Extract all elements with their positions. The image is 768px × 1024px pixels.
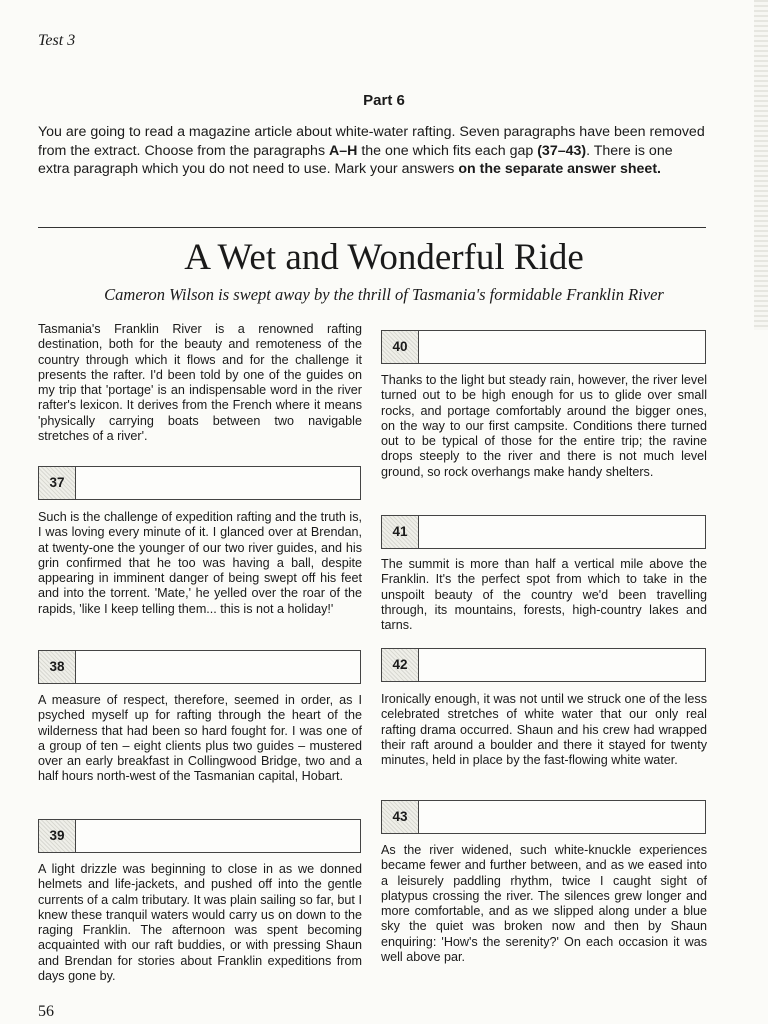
article-paragraph-5: Thanks to the light but steady rain, however, the river level turned out to be high enough for us to glide over small rocks, and portage comfortably around the bigger ones, on the way to our first campsite. Conditions there turned out to be typical of those for the entire trip; the ravine drops steeply to the river and there is not much level ground, so rock overhangs make handy shelters. xyxy=(381,373,707,479)
answer-gap-42[interactable] xyxy=(381,648,706,682)
article-title: A Wet and Wonderful Ride xyxy=(184,237,584,278)
answer-gap-39[interactable] xyxy=(38,819,361,853)
instructions-bold-1: A–H xyxy=(328,142,358,159)
gap-number: 41 xyxy=(382,516,419,548)
gap-number: 43 xyxy=(382,801,419,833)
page-number: 56 xyxy=(38,1003,54,1020)
instructions-text-1: You are going to read a magazine article about white-water rafting. Seven paragraphs have been removed from the extract. Choose from the paragraphs xyxy=(38,124,705,159)
instructions-text-3: . There is one extra paragraph which you do not need to use. Mark your answers xyxy=(38,142,673,177)
article-subtitle: Cameron Wilson is swept away by the thrill of Tasmania's formidable Franklin River xyxy=(104,285,664,304)
instructions-bold-2: (37–43) xyxy=(537,142,587,159)
gap-number: 37 xyxy=(39,467,76,499)
test-label: Test 3 xyxy=(38,32,76,49)
section-divider xyxy=(38,227,706,228)
article-paragraph-2: Such is the challenge of expedition rafting and the truth is, I was loving every minute of it. I glanced over at Brendan, at twenty-one the younger of our two river guides, and his grin confirmed that he too was having a ball, despite appearing in imminent danger of being swept off his feet and into the torrent. 'Mate,' he yelled over the roar of the rapids, 'like I keep telling them... this is not a holiday!' xyxy=(38,510,362,616)
article-paragraph-1: Tasmania's Franklin River is a renowned rafting destination, both for the beauty and remoteness of the country through which it flows and for the challenge it presents the rafter. I'd been told by one of the guides on my trip that 'portage' is an indispensable word in the river rafter's lexicon. It derives from the French where it means 'physically carrying boats between two navigable stretches of a river'. xyxy=(38,322,362,444)
article-paragraph-8: As the river widened, such white-knuckle experiences became fewer and further between, and as we eased into a leisurely paddling rhythm, twice I caught sight of platypus crossing the river. The silences grew longer and more comfortable, and as we slipped along under a blue sky the quiet was broken now and then by Shaun enquiring: 'How's the serenity?' On each occasion it was well above par. xyxy=(381,843,707,965)
part-title: Part 6 xyxy=(363,92,405,109)
article-paragraph-6: The summit is more than half a vertical mile above the Franklin. It's the perfect spot from which to take in the unspoilt beauty of the country we'd been travelling through, its mountains, forests, high-country lakes and tarns. xyxy=(381,557,707,633)
instructions-text-2: the one which fits each gap xyxy=(357,142,538,159)
gap-number: 38 xyxy=(39,651,76,683)
answer-gap-37[interactable] xyxy=(38,466,361,500)
answer-gap-40[interactable] xyxy=(381,330,706,364)
gap-number: 42 xyxy=(382,649,419,681)
answer-gap-41[interactable] xyxy=(381,515,706,549)
answer-gap-43[interactable] xyxy=(381,800,706,834)
page-edge-binding xyxy=(754,0,768,330)
article-paragraph-3: A measure of respect, therefore, seemed in order, as I psyched myself up for rafting through the heart of the wilderness that had been so hard fought for. I was one of a group of ten – eight clients plus two guides – mustered over an early breakfast in Collingwood Bridge, two and a half hours north-west of the Tasmanian capital, Hobart. xyxy=(38,693,362,784)
article-paragraph-7: Ironically enough, it was not until we struck one of the less celebrated stretches of white water that our only real rafting drama occurred. Shaun and his crew had wrapped their raft around a boulder and there it stayed for twenty minutes, held in place by the fast-flowing white water. xyxy=(381,692,707,768)
instructions xyxy=(38,123,708,179)
gap-number: 39 xyxy=(39,820,76,852)
gap-number: 40 xyxy=(382,331,419,363)
answer-gap-38[interactable] xyxy=(38,650,361,684)
instructions-bold-3: on the separate answer sheet. xyxy=(458,161,661,177)
article-paragraph-4: A light drizzle was beginning to close in as we donned helmets and life-jackets, and pushed off into the gentle currents of a calm tributary. It was plain sailing so far, but I knew these tranquil waters would carry us on down to the raging Franklin. The afternoon was spent becoming acquainted with our raft buddies, or with pressing Shaun and Brendan for stories about Franklin expeditions from days gone by. xyxy=(38,862,362,984)
